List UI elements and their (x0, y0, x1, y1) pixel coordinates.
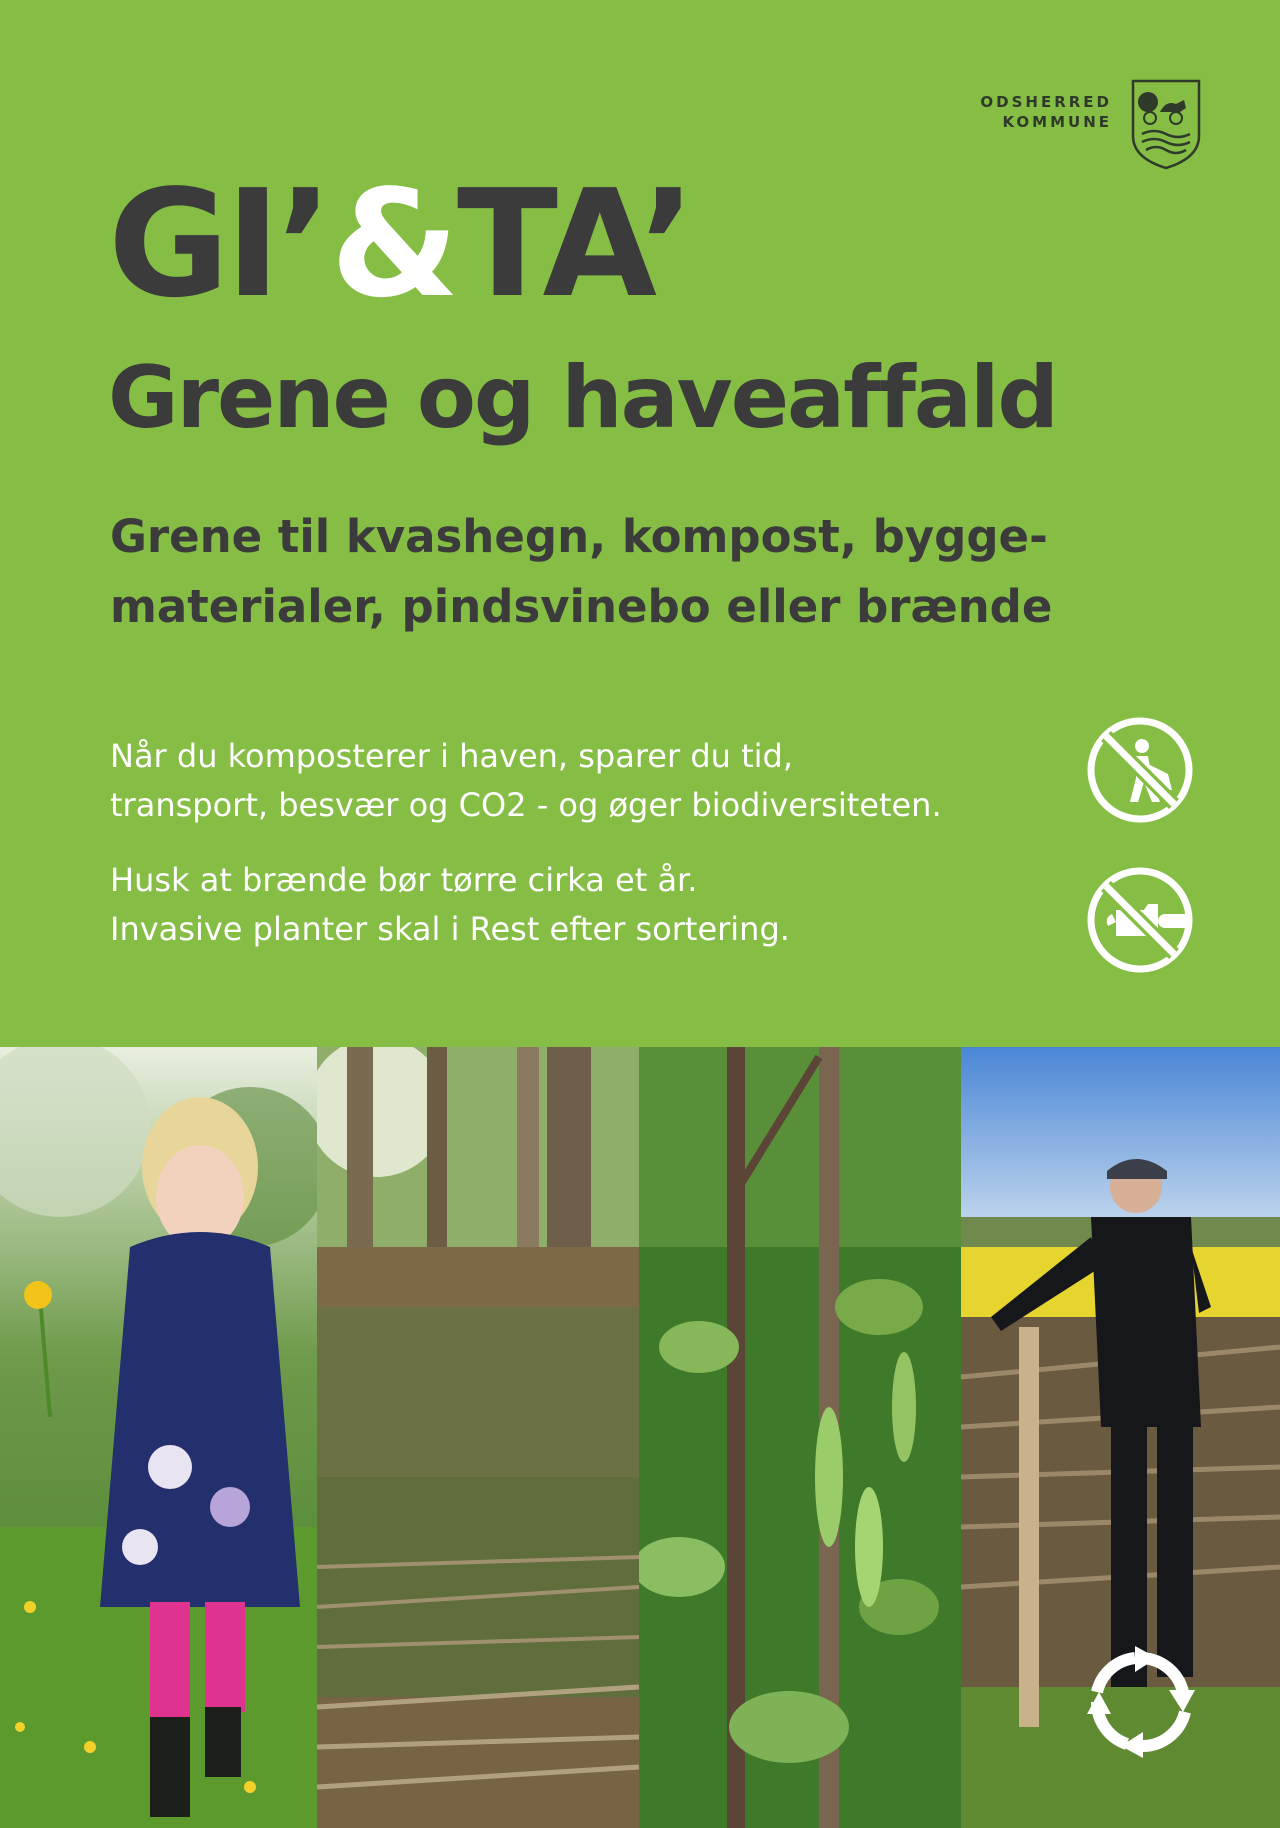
lead-line-2: materialer, pindsvinebo eller brænde (110, 580, 1053, 633)
logo-text (980, 92, 1112, 132)
lead-text (110, 502, 1170, 642)
headline-give: GI’ (108, 158, 329, 330)
lead-line-1: Grene til kvashegn, kompost, bygge- (110, 510, 1048, 563)
municipality-logo (980, 78, 1202, 170)
body-paragraph-compost (110, 732, 1050, 830)
no-person-pushing-wheelbarrow-icon (1086, 716, 1194, 824)
logo-line-2: KOMMUNE (1002, 113, 1112, 131)
logo-line-1: ODSHERRED (980, 93, 1112, 111)
coat-of-arms-icon (1130, 78, 1202, 170)
headline-take: TA’ (457, 158, 692, 330)
body-line: Når du komposterer i haven, sparer du tid, (110, 737, 793, 775)
headline-ampersand: & (330, 158, 456, 330)
headline (108, 158, 692, 330)
photo-child-with-flowers (0, 1047, 317, 1828)
body-line: transport, besvær og CO2 - og øger biodiversiteten. (110, 786, 942, 824)
photo-forest-brush-pile (317, 1047, 639, 1828)
body-paragraph-firewood (110, 856, 1050, 954)
body-line: Invasive planter skal i Rest efter sortering. (110, 910, 790, 948)
recycle-arrows-icon (1083, 1644, 1199, 1760)
no-chainsaw-icon (1086, 866, 1194, 974)
body-line: Husk at brænde bør tørre cirka et år. (110, 861, 698, 899)
subtitle: Grene og haveaffald (108, 348, 1057, 448)
photo-pea-plants-on-branch (639, 1047, 961, 1828)
